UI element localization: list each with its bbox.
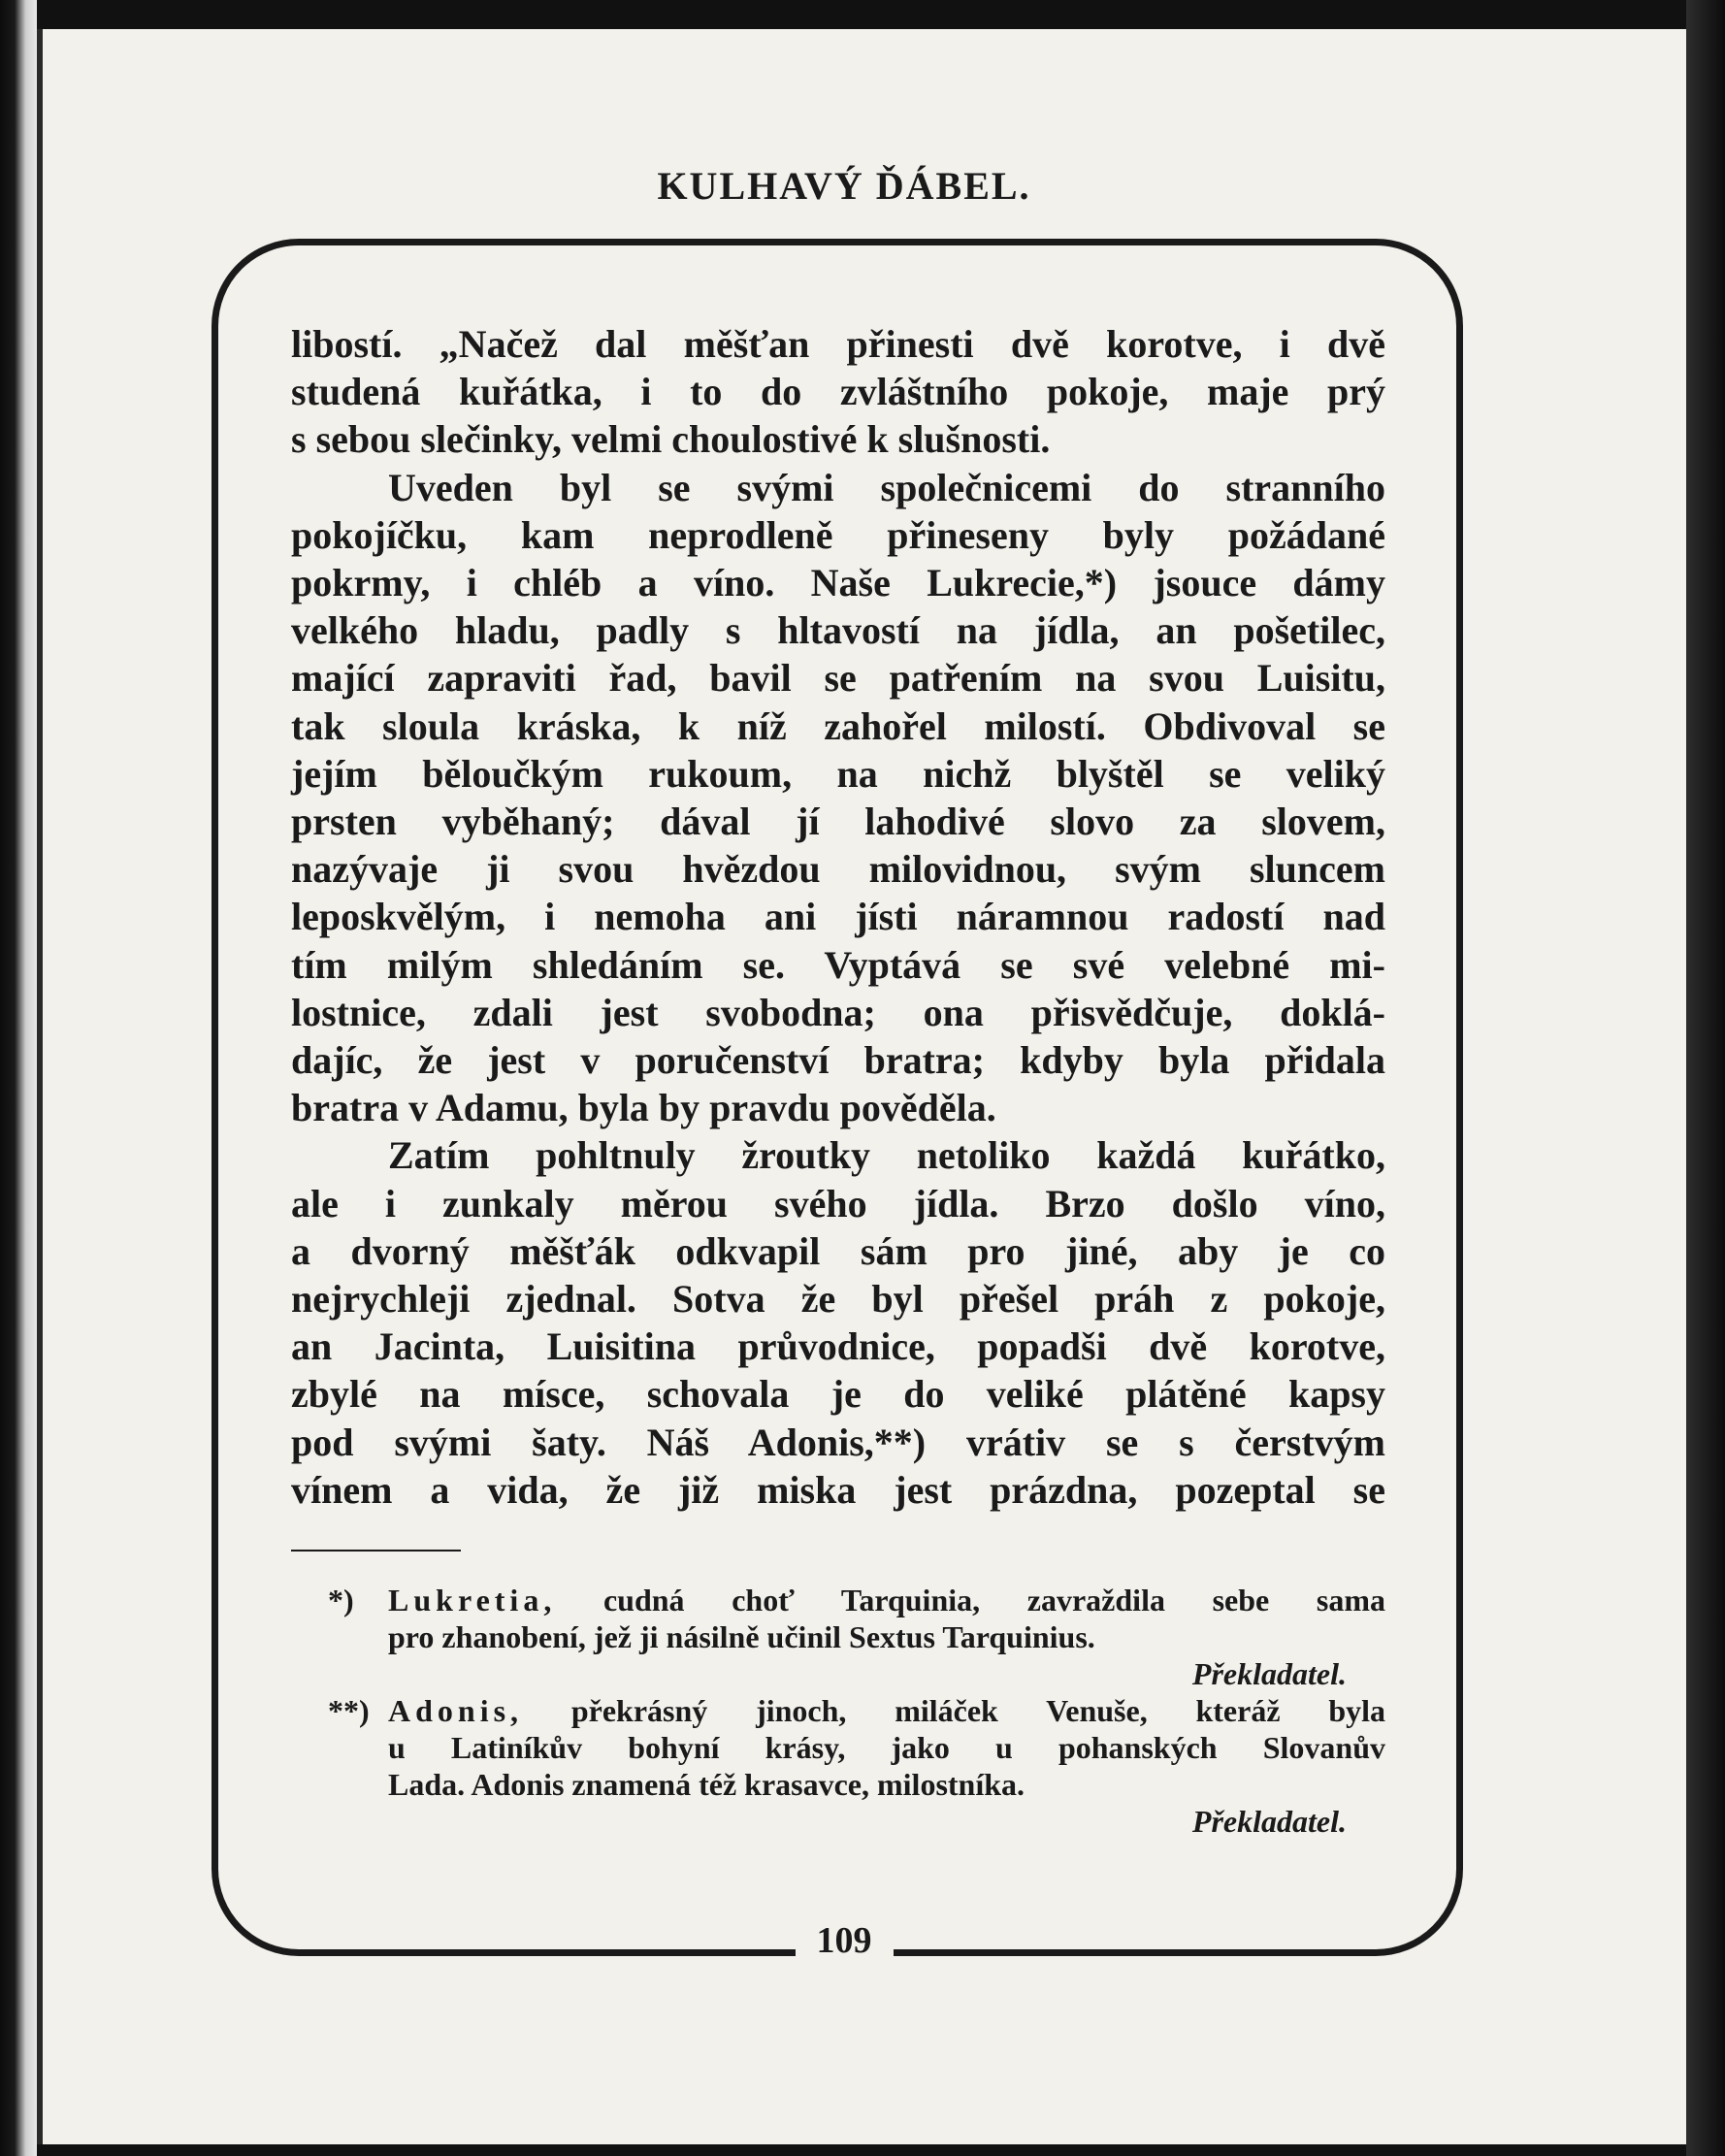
body-line: zbylé na mísce, schovala je do veliké plátěné kapsy xyxy=(291,1372,1385,1417)
footnote-line xyxy=(388,1729,1385,1766)
body-line: s sebou slečinky, velmi choulostivé k slušnosti. xyxy=(291,417,1051,462)
footnote-signature: Překladatel. xyxy=(1191,1804,1347,1839)
body-line: pod svými šaty. Náš Adonis,**) vrátiv se s čerstvým xyxy=(291,1420,1385,1464)
body-line: dajíc, že jest v poručenství bratra; kdyby byla přidala xyxy=(291,1038,1385,1083)
footnote-term: Lukretia, xyxy=(388,1583,557,1617)
page-number-wrap xyxy=(0,1919,1688,1962)
body-line: mající zapraviti řad, bavil se patřením na svou Luisitu, xyxy=(291,656,1385,701)
footnote-line xyxy=(388,1582,1385,1618)
body-line: libostí. „Načež dal měšťan přinesti dvě korotve, i dvě xyxy=(291,322,1385,366)
footnote-signature: Překladatel. xyxy=(1191,1656,1347,1691)
footnote xyxy=(291,1692,1385,1840)
running-head: KULHAVÝ ĎÁBEL. xyxy=(657,164,1031,208)
footnote-line xyxy=(388,1618,1385,1655)
page-edge xyxy=(1686,0,1725,2156)
body-line: an Jacinta, Luisitina průvodnice, popadši dvě korotve, xyxy=(291,1324,1385,1369)
body-line: a dvorný měšťák odkvapil sám pro jiné, aby je co xyxy=(291,1228,1385,1273)
body-line: bratra v Adamu, byla by pravdu pověděla. xyxy=(291,1086,996,1130)
body-line: tím milým shledáním se. Vyptává se své velebné mi- xyxy=(291,942,1385,987)
body-line: leposkvělým, i nemoha ani jísti náramnou radostí nad xyxy=(291,895,1385,939)
footnote-line xyxy=(388,1766,1385,1803)
footnote-text: překrásný jinoch, miláček Venuše, kteráž byla xyxy=(570,1693,1386,1728)
book-gutter xyxy=(0,0,37,2156)
body-line: Zatím pohltnuly žroutky netoliko každá kuřátko, xyxy=(388,1133,1385,1178)
body-line: ale i zunkaly měrou svého jídla. Brzo došlo víno, xyxy=(291,1181,1385,1225)
body-line: studená kuřátka, i to do zvláštního pokoje, maje prý xyxy=(291,370,1385,414)
body-line: pokojíčku, kam neprodleně přineseny byly požádané xyxy=(291,512,1385,557)
footnote-text: pro zhanobení, jež ji násilně učinil Sextus Tarquinius. xyxy=(388,1619,1095,1654)
footnotes xyxy=(291,1582,1385,1840)
body-line: velkého hladu, padly s hltavostí na jídla, an pošetilec, xyxy=(291,608,1385,653)
page-number: 109 xyxy=(796,1919,894,1962)
footnote-mark: *) xyxy=(328,1583,354,1617)
footnote-mark: **) xyxy=(328,1693,370,1728)
body-text xyxy=(291,320,1385,1514)
footnote-text: u Latiníkův bohyní krásy, jako u pohanských Slovanův xyxy=(388,1730,1385,1765)
body-line: vínem a vida, že již miska jest prázdna, pozeptal se xyxy=(291,1467,1385,1512)
body-line: prsten vyběhaný; dával jí lahodivé slovo za slovem, xyxy=(291,800,1385,844)
footnote-rule xyxy=(291,1550,461,1552)
body-line: lostnice, zdali jest svobodna; ona přisvědčuje, doklá- xyxy=(291,990,1385,1034)
footnote-term: Adonis, xyxy=(388,1693,524,1728)
body-line: jejím běloučkým rukoum, na nichž blyštěl se veliký xyxy=(291,751,1385,796)
footnote-text: cudná choť Tarquinia, zavraždila sebe sama xyxy=(602,1583,1385,1617)
body-line: pokrmy, i chléb a víno. Naše Lukrecie,*) jsouce dámy xyxy=(291,561,1385,605)
body-line: nazývaje ji svou hvězdou milovidnou, svým sluncem xyxy=(291,847,1385,892)
footnote xyxy=(291,1582,1385,1692)
footnote-text: Lada. Adonis znamená též krasavce, milostníka. xyxy=(388,1767,1025,1802)
body-line: nejrychleji zjednal. Sotva že byl přešel práh z pokoje, xyxy=(291,1277,1385,1322)
body-line: tak sloula kráska, k níž zahořel milostí. Obdivoval se xyxy=(291,703,1385,748)
body-line: Uveden byl se svými společnicemi do stranního xyxy=(388,465,1385,509)
footnote-line xyxy=(388,1692,1385,1729)
